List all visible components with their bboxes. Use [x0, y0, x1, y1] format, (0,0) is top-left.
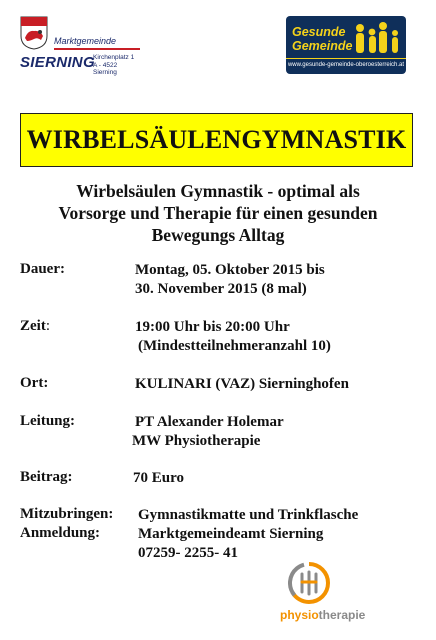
dauer-line2: 30. November 2015 (8 mal)	[135, 281, 307, 297]
physio-wordmark	[280, 608, 365, 622]
beitrag-label: Beitrag:	[20, 469, 73, 485]
subtitle-line2: Vorsorge und Therapie für einen gesunden	[58, 203, 378, 223]
leitung-line1: PT Alexander Holemar	[135, 414, 284, 430]
physiotherapie-logo	[280, 562, 380, 628]
sierning-crest-icon	[20, 16, 48, 50]
dauer-label: Dauer:	[20, 261, 65, 277]
mitzubringen-label: Mitzubringen:	[20, 506, 114, 522]
gg-rule	[286, 58, 406, 59]
gg-line1: Gesunde	[292, 25, 346, 39]
subtitle	[20, 180, 416, 246]
zeit-line2: (Mindestteilnehmeranzahl 10)	[138, 338, 331, 354]
sierning-address2: A - 4522 Sierning	[93, 62, 118, 76]
beitrag-value: 70 Euro	[133, 470, 184, 486]
subtitle-line1: Wirbelsäulen Gymnastik - optimal als	[76, 181, 360, 201]
physio-part2: therapie	[318, 608, 366, 622]
gg-line2: Gemeinde	[292, 39, 353, 53]
subtitle-line3: Bewegungs Alltag	[151, 225, 285, 245]
sierning-logo	[20, 14, 142, 76]
zeit-line1: 19:00 Uhr bis 20:00 Uhr	[135, 319, 290, 335]
sierning-address1: Kirchenplatz 1	[93, 54, 135, 61]
physio-emblem-icon	[288, 562, 330, 604]
anmeldung-value	[138, 525, 323, 563]
gesunde-gemeinde-logo	[286, 16, 406, 74]
leitung-line2: MW Physiotherapie	[132, 433, 261, 449]
anmeldung-line2: 07259- 2255- 41	[138, 545, 238, 561]
dauer-value	[135, 261, 325, 299]
family-figures-icon	[352, 20, 402, 60]
anmeldung-line1: Marktgemeindeamt Sierning	[138, 526, 324, 542]
zeit-value	[135, 318, 331, 356]
anmeldung-label: Anmeldung:	[20, 525, 101, 541]
gg-url: www.gesunde-gemeinde-oberoesterreich.at	[287, 62, 405, 68]
zeit-label-colon: :	[45, 318, 50, 334]
ort-value: KULINARI (VAZ) Sierninghofen	[135, 376, 349, 392]
zeit-label-text: Zeit	[20, 318, 46, 334]
title-banner	[20, 113, 413, 167]
page-title: WIRBELSÄULENGYMNASTIK	[26, 125, 407, 154]
dauer-line1: Montag, 05. Oktober 2015 bis	[135, 262, 325, 278]
sierning-red-rule	[54, 48, 140, 50]
sierning-logo-name: SIERNING	[20, 54, 95, 71]
sierning-logo-line1: Marktgemeinde	[54, 36, 117, 46]
physio-part1: physio	[280, 608, 319, 622]
zeit-label	[20, 318, 50, 335]
ort-label: Ort:	[20, 375, 49, 391]
mitzubringen-value: Gymnastikmatte und Trinkflasche	[138, 507, 359, 523]
leitung-label: Leitung:	[20, 413, 76, 429]
leitung-value	[132, 413, 284, 451]
